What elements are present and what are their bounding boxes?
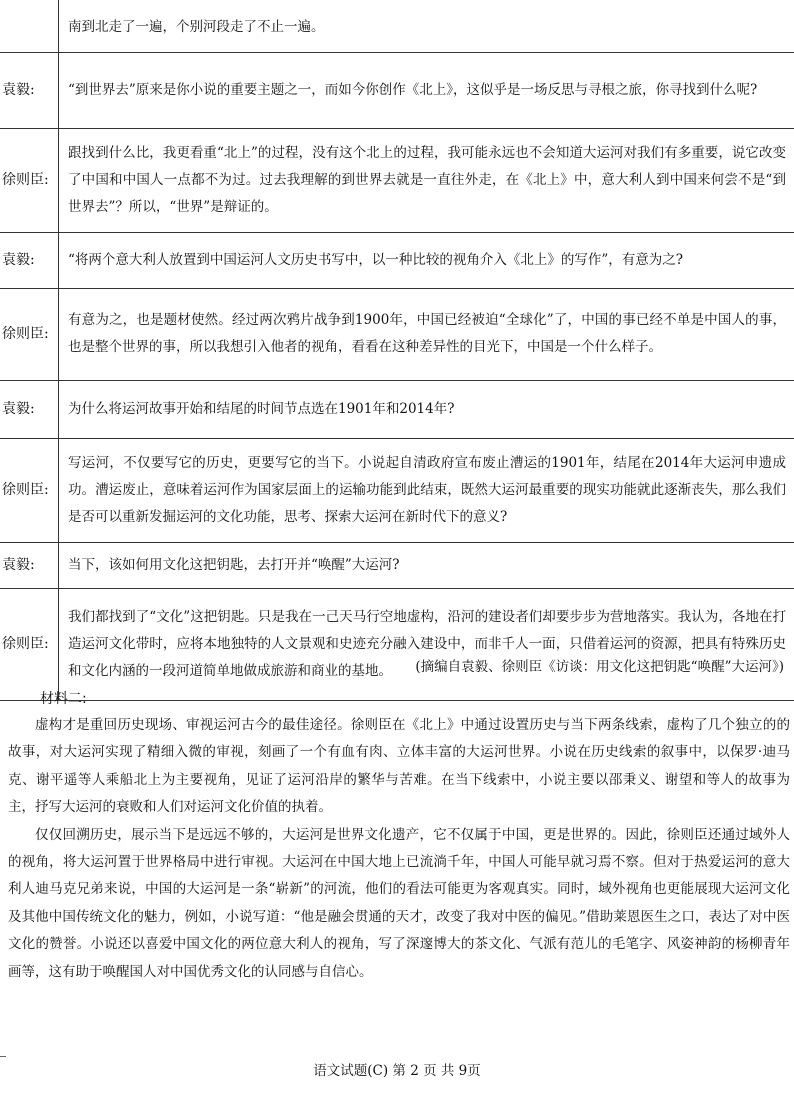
speaker-label [0, 0, 59, 52]
source-citation: (摘编自袁毅、徐则臣《访谈：用文化这把钥匙“唤醒”大运河》) [415, 659, 784, 675]
body-paragraph: 仅仅回溯历史，展示当下是远远不够的，大运河是世界文化遗产，它不仅属于中国，更是世界的。因此，徐则臣还通过域外人的视角，将大运河置于世界格局中进行审视。大运河在中国大地上已流淌千年，中国人可能早就习焉不察。但对于热爱运河的意大利人迪马克兄弟来说，中国的大运河是一条“崭新”的河流，他们的看法可能更为客观真实。同时，域外视角也更能展现大运河文化及其他中国传统文化的魅力，例如，小说写道：“他是融会贯通的天才，改变了我对中医的偏见。”借助莱恩医生之口，表达了对中医文化的赞誉。小说还以喜爱中国文化的两位意大利人的视角，写了深邃博大的茶文化、气派有范儿的毛笔字、风姿神韵的杨柳青年画等，这有助于唤醒国人对中国优秀文化的认同感与自信心。 [8, 826, 790, 980]
speech-text: 我们都找到了“文化”这把钥匙。只是我在一己天马行空地虚构，沿河的建设者们却要步步为营地落实。我认为，各地在打造运河文化带时，应将本地独特的人文景观和史迹充分融入建设中，而非千人一面，只借着运河的资源，把具有特殊历史和文化内涵的一段河道简单地做成旅游和商业的基地。 [59, 588, 794, 700]
speech-text: 为什么将运河故事开始和结尾的时间节点选在1901年和2014年? [59, 380, 794, 438]
interview-row [0, 128, 794, 232]
material-two [0, 686, 790, 986]
interview-row [0, 288, 794, 380]
speech-text: 有意为之，也是题材使然。经过两次鸦片战争到1900年，中国已经被迫“全球化”了，中国的事已经不单是中国人的事，也是整个世界的事，所以我想引入他者的视角，看看在这种差异性的目光下，中国是一个什么样子。 [59, 288, 794, 380]
speaker-label: 徐则臣: [0, 588, 59, 700]
interview-row [0, 380, 794, 438]
interview-row [0, 0, 794, 52]
interview-row [0, 588, 794, 700]
page-footer: 语文试题(C) 第 2 页 共 9页 [313, 1063, 481, 1079]
speaker-label: 袁毅: [0, 380, 59, 438]
speech-text: “将两个意大利人放置到中国运河人文历史书写中，以一种比较的视角介入《北上》的写作”，有意为之? [59, 232, 794, 288]
speech-text: 当下，该如何用文化这把钥匙，去打开并“唤醒”大运河? [59, 542, 794, 588]
speaker-label: 徐则臣: [0, 288, 59, 380]
speech-text: “到世界去”原来是你小说的重要主题之一，而如今你创作《北上》，这似乎是一场反思与寻根之旅，你寻找到什么呢? [59, 52, 794, 128]
speaker-label: 袁毅: [0, 232, 59, 288]
body-paragraph: 虚构才是重回历史现场、审视运河古今的最佳途径。徐则臣在《北上》中通过设置历史与当下两条线索，虚构了几个独立的的故事，对大运河实现了精细入微的审视，刻画了一个有血有肉、立体丰富的大运河世界。小说在历史线索的叙事中，以保罗·迪马克、谢平遥等人乘船北上为主要视角，见证了运河沿岸的繁华与苦难。在当下线索中，小说主要以邵秉义、谢望和等人的故事为主，抒写大运河的衰败和人们对运河文化价值的执着。 [8, 717, 790, 816]
speech-text: 跟找到什么比，我更看重“北上”的过程，没有这个北上的过程，我可能永远也不会知道大运河对我们有多重要，说它改变了中国和中国人一点都不为过。过去我理解的到世界去就是一直往外走，在《北上》中，意大利人到中国来何尝不是“到世界去”？所以，“世界”是辩证的。 [59, 128, 794, 232]
interview-row [0, 438, 794, 542]
speech-text: 南到北走了一遍，个别河段走了不止一遍。 [59, 0, 794, 52]
speaker-label: 徐则臣: [0, 128, 59, 232]
speaker-label: 袁毅: [0, 542, 59, 588]
interview-row [0, 542, 794, 588]
interview-row [0, 232, 794, 288]
speech-text: 写运河，不仅要写它的历史，更要写它的当下。小说起自清政府宣布废止漕运的1901年，结尾在2014年大运河申遗成功。漕运废止，意味着运河作为国家层面上的运输功能到此结束，既然大运河最重要的现实功能就此逐渐丧失，那么我们是否可以重新发掘运河的文化功能，思考、探索大运河在新时代下的意义? [59, 438, 794, 542]
interview-row [0, 52, 794, 128]
margin-mark [0, 1056, 6, 1057]
material-heading: 材料二: [40, 691, 87, 707]
speaker-label: 袁毅: [0, 52, 59, 128]
speaker-label: 徐则臣: [0, 438, 59, 542]
